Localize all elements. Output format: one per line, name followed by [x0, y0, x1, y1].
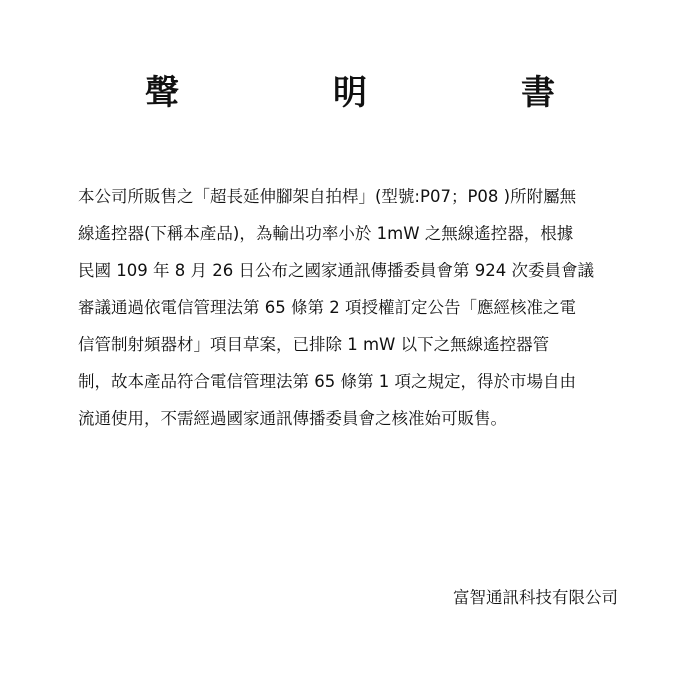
body-line: 本公司所販售之「超長延伸腳架自拍桿」(型號:P07；P08 )所附屬無	[78, 187, 577, 206]
document-title: 聲 明 書	[145, 73, 615, 113]
body-line: 審議通過依電信管理法第 65 條第 2 項授權訂定公告「應經核准之電	[78, 298, 576, 317]
body-line: 信管制射頻器材」項目草案，已排除 1 mW 以下之無線遙控器管	[78, 335, 550, 354]
body-line: 線遙控器(下稱本產品)，為輸出功率小於 1mW 之無線遙控器，根據	[78, 224, 574, 243]
company-signature: 富智通訊科技有限公司	[453, 588, 618, 607]
body-line: 制，故本產品符合電信管理法第 65 條第 1 項之規定，得於市場自由	[78, 372, 576, 391]
body-line: 流通使用，不需經過國家通訊傳播委員會之核准始可販售。	[78, 409, 507, 428]
body-line: 民國 109 年 8 月 26 日公布之國家通訊傳播委員會第 924 次委員會議	[78, 261, 594, 280]
declaration-body	[78, 178, 638, 437]
